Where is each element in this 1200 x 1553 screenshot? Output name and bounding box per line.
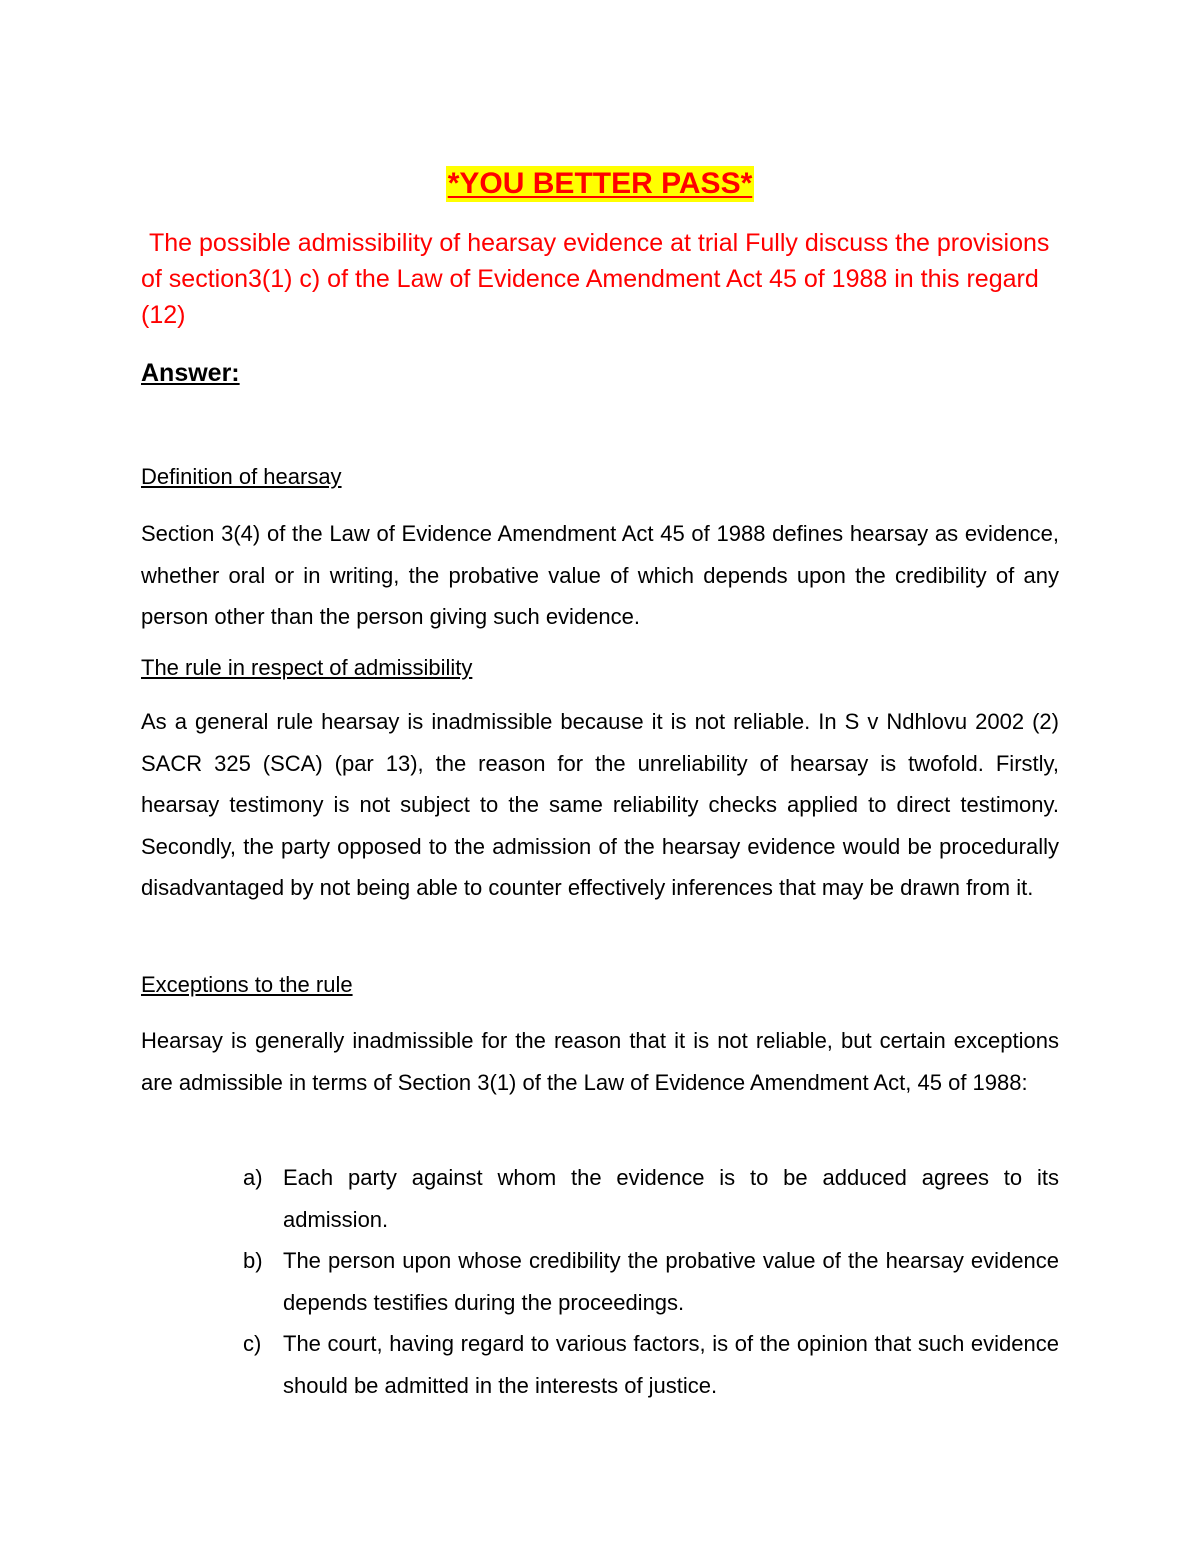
title-banner: *YOU BETTER PASS* (447, 167, 753, 200)
answer-label: Answer: (141, 359, 240, 387)
list-marker: c) (243, 1331, 262, 1356)
list-item (243, 1157, 1059, 1240)
list-item (243, 1240, 1059, 1323)
exceptions-list (243, 1157, 1059, 1406)
list-item-text: The court, having regard to various factors, is of the opinion that such evidence should be admitted in the interests of justice. (283, 1331, 1059, 1398)
heading-exceptions: Exceptions to the rule (141, 972, 353, 997)
question-text (141, 225, 1071, 333)
heading-admissibility-rule: The rule in respect of admissibility (141, 655, 473, 680)
list-item-text: The person upon whose credibility the probative value of the hearsay evidence depends testifies during the proceedings. (283, 1248, 1059, 1315)
paragraph-definition: Section 3(4) of the Law of Evidence Amendment Act 45 of 1988 defines hearsay as evidence, whether oral or in writing, the probative value of which depends upon the credibility of any person other than the person giving such evidence. (141, 521, 1059, 629)
paragraph-exceptions: Hearsay is generally inadmissible for the reason that it is not reliable, but certain exceptions are admissible in terms of Section 3(1) of the Law of Evidence Amendment Act, 45 of 1988: (141, 1028, 1059, 1095)
list-item-text: Each party against whom the evidence is to be adduced agrees to its admission. (283, 1165, 1059, 1232)
question-body: The possible admissibility of hearsay evidence at trial Fully discuss the provisions of section3(1) c) of the Law of Evidence Amendment Act 45 of 1988 in this regard (12) (141, 229, 1050, 329)
title-banner-wrap (0, 166, 1200, 202)
list-item (243, 1323, 1059, 1406)
heading-definition: Definition of hearsay (141, 464, 342, 489)
list-marker: b) (243, 1248, 263, 1273)
paragraph-admissibility-rule: As a general rule hearsay is inadmissible because it is not reliable. In S v Ndhlovu 2002 (2) SACR 325 (SCA) (par 13), the reason for the unreliability of hearsay is twofold. Firstly, hearsay testimony is not subject to the same reliability checks applied to direct testimony. Secondly, the party opposed to the admission of the hearsay evidence would be procedurally disadvantaged by not being able to counter effectively inferences that may be drawn from it. (141, 709, 1059, 900)
list-marker: a) (243, 1165, 263, 1190)
